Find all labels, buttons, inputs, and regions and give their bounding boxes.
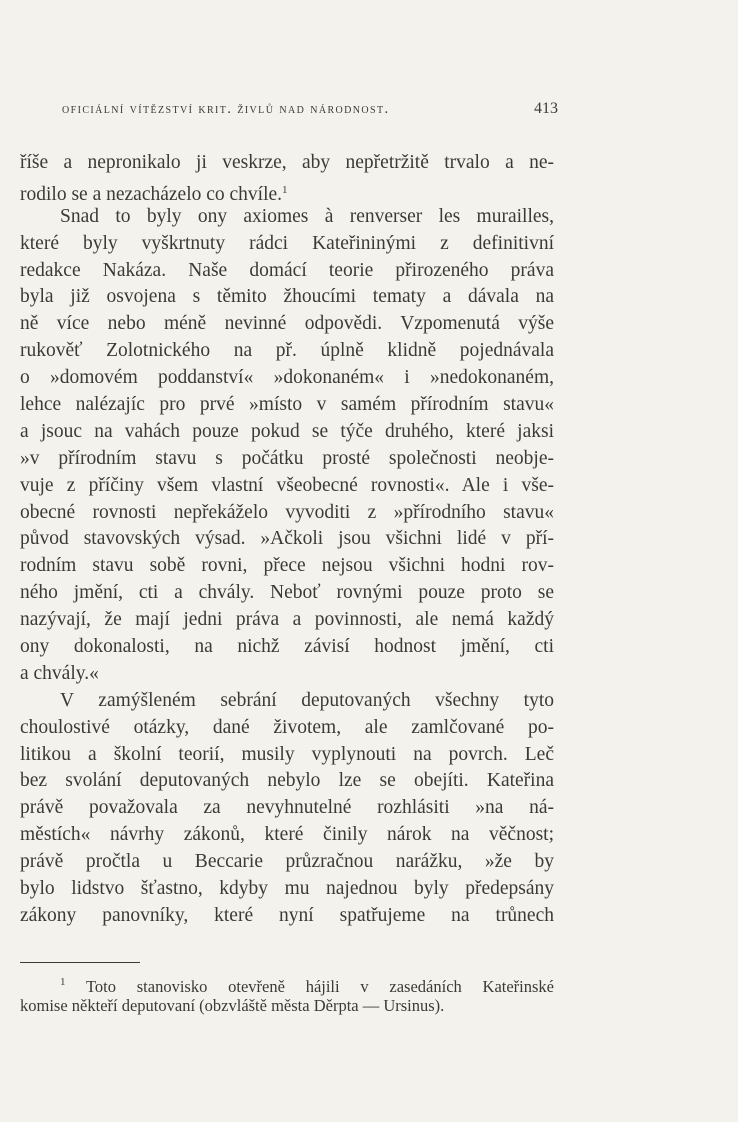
text-line: nazývají, že mají jedni práva a povinnosti, ale nemá každý [20,609,554,631]
footnote-reference: 1 [282,183,288,196]
footnote-line-content: Toto stanovisko otevřeně hájili v zasedáních Kateřinské [85,977,555,996]
text-line: bez svolání deputovaných nebylo lze se obejíti. Kateřina [20,770,554,792]
text-line: »v přírodním stavu s počátku prosté společnosti neobje- [20,447,554,469]
text-line: právě považovala za nevyhnutelné rozhlásiti »na ná- [20,797,554,819]
paragraph-start-line: V zamýšleném sebrání deputovaných všechny tyto [60,689,554,711]
footnote-number: 1 [60,976,66,988]
text-line: bylo lidstvo šťastno, kdyby mu najednou byly předepsány [20,878,554,900]
text-line-content: rodilo se a nezacházelo co chvíle. [20,183,283,205]
text-line: které byly vyškrtnuty rádci Kateřininými z definitivní [20,232,554,254]
paragraph-start-line: Snad to byly ony axiomes à renverser les murailles, [60,205,554,227]
text-line: a chvály.« [20,662,99,684]
text-line: ného jmění, cti a chvály. Neboť rovnými pouze proto se [20,582,554,604]
footnote-divider [20,962,140,963]
text-line: a jsouc na vahách pouze pokud se týče druhého, které jaksi [20,420,554,442]
page-header [62,100,558,124]
text-line: právě pročtla u Beccarie průzračnou narážku, »že by [20,851,554,873]
text-line: rukověť Zolotnického na př. úplně klidně pojednávala [20,340,554,362]
text-line: byla již osvojena s těmito žhoucími tematy a dávala na [20,286,554,308]
text-line: rodním stavu sobě rovni, přece nejsou všichni hodni rov- [20,555,554,577]
text-line: choulostivé otázky, dané životem, ale zamlčované po- [20,716,554,738]
footnote-line: komise někteří deputovaní (obzvláště města Děrpta — Ursinus). [20,996,445,1015]
text-line: ně více nebo méně nevinné odpovědi. Vzpomenutá výše [20,313,554,335]
text-line: zákony panovníky, které nyní spatřujeme na trůnech [20,904,554,926]
running-head: oficiální vítězství krit. živlů nad národnost. [62,101,390,117]
text-line: redakce Nakáza. Naše domácí teorie přirozeného práva [20,259,554,281]
text-line: lehce nalézajíc pro prvé »místo v samém přírodním stavu« [20,394,554,416]
text-line: obecné rovnosti nepřekáželo vyvoditi z »přírodního stavu« [20,501,554,523]
text-line: říše a nepronikalo ji veskrze, aby nepřetržitě trvalo a ne- [20,152,554,173]
text-line: litikou a školní teorií, musily vyplynouti na povrch. Leč [20,743,554,765]
footnote [20,970,554,1018]
body-text [20,150,554,930]
text-line: městích« návrhy zákonů, které činily nárok na věčnost; [20,824,554,846]
text-line [20,177,554,204]
text-line: o »domovém poddanství« »dokonaném« i »nedokonaném, [20,367,554,389]
text-line: původ stavovských výsad. »Ačkoli jsou všichni lidé v pří- [20,528,554,550]
text-line: ony dokonalosti, na nichž závisí hodnost jmění, cti [20,636,554,658]
footnote-line [20,970,554,994]
page-number: 413 [534,100,558,117]
text-line: vuje z příčiny všem vlastní všeobecné rovnosti«. Ale i vše- [20,474,554,496]
